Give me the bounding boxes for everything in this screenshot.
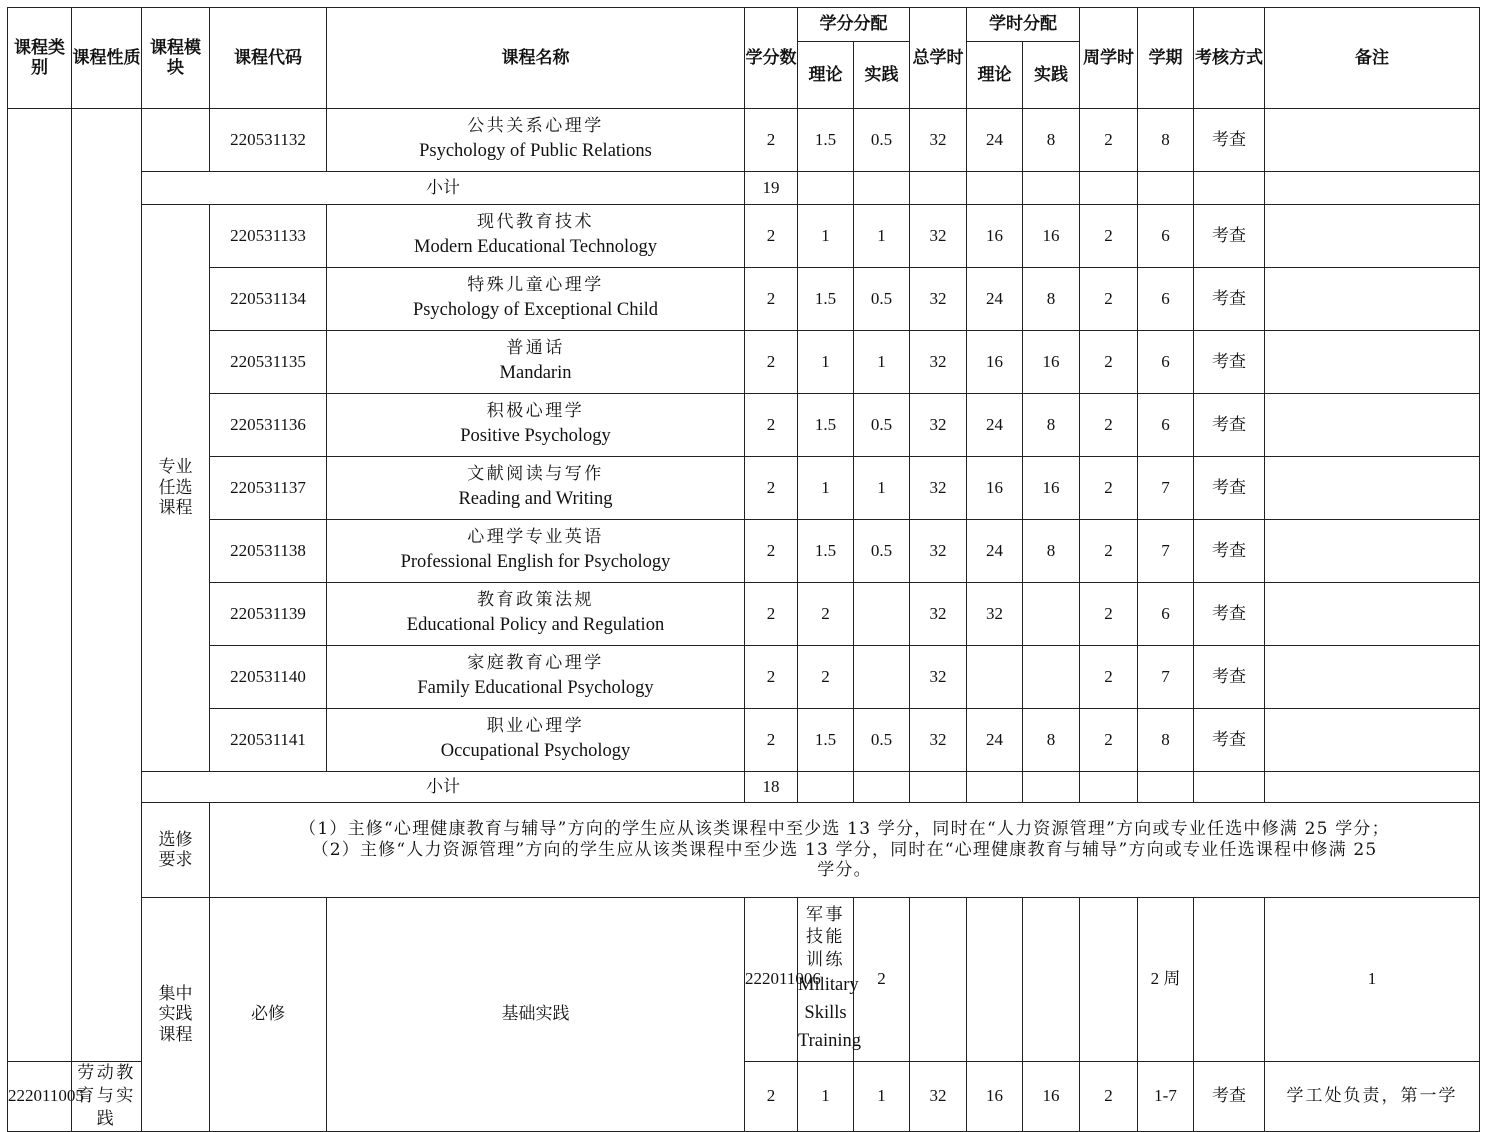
course-name — [798, 898, 862, 1062]
course-name-cn: 文献阅读与写作 — [467, 463, 604, 484]
header-row — [8, 8, 1480, 42]
table-row — [8, 898, 1480, 1062]
remarks: 学工处负责，第一学 — [1265, 1062, 1480, 1132]
table-row — [8, 109, 1480, 172]
course-code: 220531136 — [210, 394, 327, 457]
semester: 1-7 — [1138, 1062, 1194, 1132]
semester: 6 — [1138, 394, 1194, 457]
credits: 2 — [745, 646, 798, 709]
table-row — [8, 394, 1480, 457]
credit-practice: 0.5 — [854, 709, 910, 772]
course-name-en: Family Educational Psychology — [417, 677, 654, 698]
remarks — [1265, 268, 1480, 331]
table-row — [8, 583, 1480, 646]
header-weekly-hours: 周学时 — [1080, 8, 1138, 109]
course-name — [327, 457, 745, 520]
assessment: 考查 — [1194, 394, 1265, 457]
credit-theory: 1 — [798, 331, 854, 394]
course-name-en: Military Skills Training — [798, 975, 862, 1051]
total-hours: 32 — [910, 331, 967, 394]
course-name — [327, 520, 745, 583]
header-nature: 课程性质 — [72, 8, 142, 109]
subtotal-label: 小计 — [142, 172, 745, 205]
remarks — [1265, 520, 1480, 583]
course-name-cn: 积极心理学 — [486, 400, 585, 421]
hour-theory: 16 — [967, 331, 1023, 394]
course-name — [72, 1062, 142, 1132]
remarks — [1265, 457, 1480, 520]
elective-requirement-row — [8, 803, 1480, 898]
elective-requirement-line-1: （1）主修“心理健康教育与辅导”方向的学生应从该类课程中至少选 13 学分，同时在“人力资源管理”方向或专业任选中修满 25 学分； — [299, 819, 1390, 840]
credits: 2 — [745, 394, 798, 457]
assessment: 考查 — [1194, 205, 1265, 268]
remarks — [1265, 646, 1480, 709]
credit-practice — [854, 583, 910, 646]
remarks — [1265, 583, 1480, 646]
credit-theory: 1 — [798, 1062, 854, 1132]
hour-theory: 24 — [967, 268, 1023, 331]
course-name-cn: 公共关系心理学 — [467, 115, 604, 136]
weekly-hours — [1194, 898, 1265, 1062]
credit-practice: 1 — [854, 331, 910, 394]
credit-practice: 1 — [854, 457, 910, 520]
credit-practice — [967, 898, 1023, 1062]
header-hour-theory: 理论 — [967, 42, 1023, 109]
credit-theory: 1.5 — [798, 109, 854, 172]
course-name-en: Professional English for Psychology — [400, 551, 671, 572]
semester: 1 — [1265, 898, 1480, 1062]
assessment: 考查 — [1194, 520, 1265, 583]
assessment: 考查 — [1194, 331, 1265, 394]
remarks — [1265, 331, 1480, 394]
total-hours: 32 — [910, 268, 967, 331]
credits: 2 — [745, 709, 798, 772]
weekly-hours: 2 — [1080, 331, 1138, 394]
table-row — [8, 646, 1480, 709]
elective-requirement-text — [210, 803, 1480, 898]
total-hours: 32 — [910, 1062, 967, 1132]
credit-theory — [910, 898, 967, 1062]
table-row — [8, 457, 1480, 520]
header-code: 课程代码 — [210, 8, 327, 109]
header-semester: 学期 — [1138, 8, 1194, 109]
total-hours: 32 — [910, 709, 967, 772]
assessment: 考查 — [1194, 646, 1265, 709]
hour-theory: 24 — [967, 394, 1023, 457]
assessment: 考查 — [1194, 709, 1265, 772]
category-cell-empty — [8, 109, 72, 1062]
credit-theory: 1 — [798, 457, 854, 520]
table-row — [8, 205, 1480, 268]
hour-theory: 32 — [967, 583, 1023, 646]
weekly-hours: 2 — [1080, 394, 1138, 457]
course-code: 220531141 — [210, 709, 327, 772]
course-name-cn: 普通话 — [506, 337, 565, 358]
course-code: 222011005 — [8, 1062, 72, 1132]
course-name-en: Occupational Psychology — [440, 740, 631, 761]
module-basic-practice: 基础实践 — [327, 898, 745, 1132]
weekly-hours: 2 — [1080, 109, 1138, 172]
course-code: 220531135 — [210, 331, 327, 394]
remarks — [1265, 394, 1480, 457]
header-credit-dist: 学分分配 — [798, 8, 910, 42]
credit-theory: 1.5 — [798, 268, 854, 331]
header-module: 课程模块 — [142, 8, 210, 109]
course-code: 220531138 — [210, 520, 327, 583]
semester: 7 — [1138, 457, 1194, 520]
module-cell-empty — [142, 109, 210, 172]
course-name-en: Psychology of Exceptional Child — [412, 299, 659, 320]
course-name — [327, 268, 745, 331]
total-hours: 32 — [910, 109, 967, 172]
assessment: 考查 — [1194, 583, 1265, 646]
credits: 2 — [745, 1062, 798, 1132]
course-code: 222011006 — [745, 898, 798, 1062]
header-credits: 学分数 — [745, 8, 798, 109]
weekly-hours: 2 — [1080, 646, 1138, 709]
header-hour-dist: 学时分配 — [967, 8, 1080, 42]
credit-practice: 1 — [854, 1062, 910, 1132]
hour-practice — [1023, 646, 1080, 709]
course-code: 220531137 — [210, 457, 327, 520]
hour-theory: 16 — [967, 205, 1023, 268]
total-hours: 32 — [910, 394, 967, 457]
weekly-hours: 2 — [1080, 268, 1138, 331]
course-name-cn: 心理学专业英语 — [467, 526, 604, 547]
subtotal-label: 小计 — [142, 772, 745, 803]
course-name — [327, 394, 745, 457]
header-credit-theory: 理论 — [798, 42, 854, 109]
credit-practice — [854, 646, 910, 709]
category-practice: 集中实践课程 — [142, 898, 210, 1132]
semester: 7 — [1138, 646, 1194, 709]
credit-theory: 2 — [798, 583, 854, 646]
credits: 2 — [745, 268, 798, 331]
credits: 2 — [745, 583, 798, 646]
course-name-en: Mandarin — [499, 362, 572, 383]
hour-practice: 8 — [1023, 520, 1080, 583]
credit-practice: 0.5 — [854, 520, 910, 583]
total-hours: 32 — [910, 583, 967, 646]
weekly-hours: 2 — [1080, 583, 1138, 646]
header-credit-practice: 实践 — [854, 42, 910, 109]
elective-requirement-label: 选修要求 — [142, 803, 210, 898]
hour-theory — [1080, 898, 1138, 1062]
hour-theory: 24 — [967, 109, 1023, 172]
assessment: 考查 — [1194, 1062, 1265, 1132]
nature-cell-empty — [72, 109, 142, 1062]
semester: 8 — [1138, 709, 1194, 772]
table-row — [8, 268, 1480, 331]
credit-theory: 1.5 — [798, 394, 854, 457]
credits: 2 — [745, 205, 798, 268]
credit-theory: 1.5 — [798, 520, 854, 583]
header-remarks: 备注 — [1265, 8, 1480, 109]
course-code: 220531133 — [210, 205, 327, 268]
semester: 8 — [1138, 109, 1194, 172]
course-name-cn: 教育政策法规 — [477, 589, 594, 610]
hour-practice: 2 周 — [1138, 898, 1194, 1062]
remarks — [1265, 709, 1480, 772]
course-name-en: Reading and Writing — [458, 488, 613, 509]
total-hours: 32 — [910, 646, 967, 709]
course-name — [327, 205, 745, 268]
elective-requirement-line-3: 学分。 — [817, 860, 872, 881]
table-row — [8, 520, 1480, 583]
hour-theory: 16 — [967, 1062, 1023, 1132]
weekly-hours: 2 — [1080, 457, 1138, 520]
header-total-hours: 总学时 — [910, 8, 967, 109]
total-hours: 32 — [910, 205, 967, 268]
credit-practice: 1 — [854, 205, 910, 268]
course-name — [327, 709, 745, 772]
hour-practice: 16 — [1023, 205, 1080, 268]
credit-theory: 2 — [798, 646, 854, 709]
course-name-en: Psychology of Public Relations — [419, 140, 652, 161]
credits: 2 — [745, 520, 798, 583]
course-name-cn: 现代教育技术 — [477, 211, 594, 232]
course-name — [327, 331, 745, 394]
hour-theory: 24 — [967, 709, 1023, 772]
course-name-cn: 职业心理学 — [486, 715, 585, 736]
credit-theory: 1.5 — [798, 709, 854, 772]
course-code: 220531134 — [210, 268, 327, 331]
course-name-en: Positive Psychology — [460, 425, 611, 446]
hour-practice: 16 — [1023, 1062, 1080, 1132]
table-row — [8, 709, 1480, 772]
table-row — [8, 331, 1480, 394]
hour-practice: 16 — [1023, 331, 1080, 394]
nature-required: 必修 — [210, 898, 327, 1132]
course-name-en: Modern Educational Technology — [414, 236, 657, 257]
remarks — [1265, 205, 1480, 268]
credit-theory: 1 — [798, 205, 854, 268]
hour-practice: 8 — [1023, 394, 1080, 457]
course-name-cn: 家庭教育心理学 — [467, 652, 604, 673]
hour-practice: 8 — [1023, 709, 1080, 772]
credits: 2 — [854, 898, 910, 1062]
semester: 6 — [1138, 268, 1194, 331]
credits: 2 — [745, 331, 798, 394]
credit-practice: 0.5 — [854, 394, 910, 457]
weekly-hours: 2 — [1080, 709, 1138, 772]
assessment: 考查 — [1194, 457, 1265, 520]
curriculum-table — [7, 7, 1480, 1132]
course-code: 220531132 — [210, 109, 327, 172]
subtotal-value: 18 — [745, 772, 798, 803]
hour-practice: 8 — [1023, 109, 1080, 172]
header-category: 课程类别 — [8, 8, 72, 109]
semester: 7 — [1138, 520, 1194, 583]
hour-theory — [967, 646, 1023, 709]
course-name — [327, 109, 745, 172]
course-code: 220531140 — [210, 646, 327, 709]
semester: 6 — [1138, 583, 1194, 646]
semester: 6 — [1138, 205, 1194, 268]
total-hours: 32 — [910, 457, 967, 520]
hour-theory: 24 — [967, 520, 1023, 583]
course-name — [327, 583, 745, 646]
hour-practice: 16 — [1023, 457, 1080, 520]
module-elective: 专业任选课程 — [142, 205, 210, 772]
credit-practice: 0.5 — [854, 268, 910, 331]
weekly-hours: 2 — [1080, 520, 1138, 583]
header-assessment: 考核方式 — [1194, 8, 1265, 109]
course-name-en: Educational Policy and Regulation — [406, 614, 665, 635]
course-name-cn: 特殊儿童心理学 — [467, 274, 604, 295]
assessment: 考查 — [1194, 109, 1265, 172]
hour-theory: 16 — [967, 457, 1023, 520]
course-name-cn: 军事技能训练 — [806, 904, 845, 971]
course-name — [327, 646, 745, 709]
subtotal-row — [8, 172, 1480, 205]
weekly-hours: 2 — [1080, 1062, 1138, 1132]
credits: 2 — [745, 457, 798, 520]
subtotal-row — [8, 772, 1480, 803]
semester: 6 — [1138, 331, 1194, 394]
weekly-hours: 2 — [1080, 205, 1138, 268]
total-hours: 32 — [910, 520, 967, 583]
remarks — [1265, 109, 1480, 172]
course-code: 220531139 — [210, 583, 327, 646]
assessment: 考查 — [1194, 268, 1265, 331]
hour-practice — [1023, 583, 1080, 646]
subtotal-value: 19 — [745, 172, 798, 205]
header-name: 课程名称 — [327, 8, 745, 109]
hour-practice: 8 — [1023, 268, 1080, 331]
elective-requirement-line-2: （2）主修“人力资源管理”方向的学生应从该类课程中至少选 13 学分，同时在“心理健康教育与辅导”方向或专业任选课程中修满 25 — [311, 839, 1378, 860]
credit-practice: 0.5 — [854, 109, 910, 172]
header-hour-practice: 实践 — [1023, 42, 1080, 109]
credits: 2 — [745, 109, 798, 172]
total-hours — [1023, 898, 1080, 1062]
course-name-cn: 劳动教育与实践 — [77, 1063, 136, 1129]
